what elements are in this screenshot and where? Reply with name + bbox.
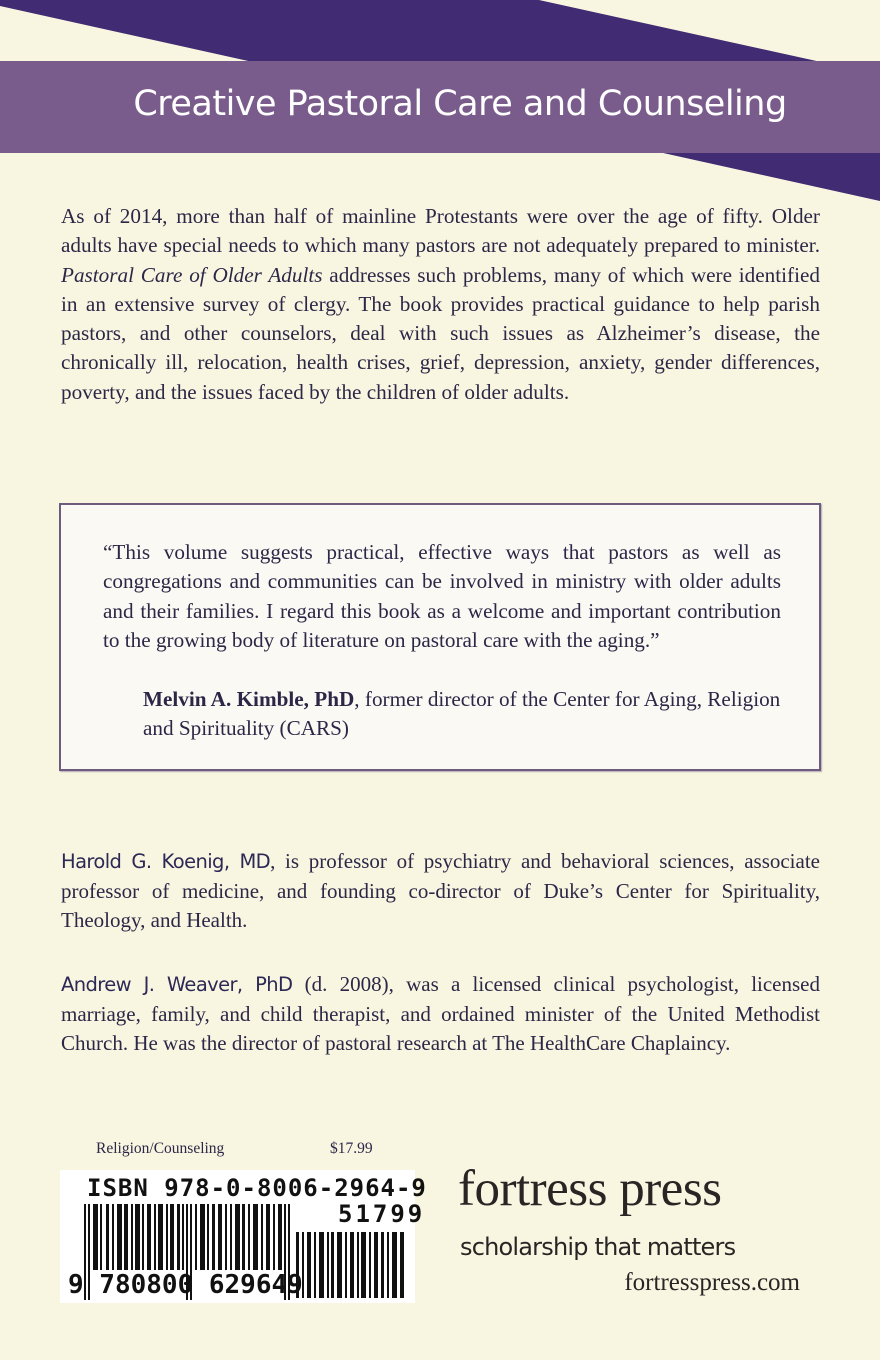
category-label: Religion/Counseling <box>96 1140 225 1157</box>
isbn-barcode <box>60 1170 427 1303</box>
endorsement-attribution <box>143 685 783 744</box>
series-title: Creative Pastoral Care and Counseling <box>133 84 787 124</box>
endorser-description: , former director of the Center for Aging, Religion and Spirituality (CARS) <box>143 687 781 741</box>
price-code: 51799 <box>338 1200 426 1228</box>
author-bio-text: , is professor of psychiatry and behavioral sciences, associate professor of medicine, and founding co-director of Duke’s Center for Spirituality, Theology, and Health. <box>61 849 820 932</box>
endorsement-box <box>59 503 821 771</box>
author-name: Harold G. Koenig, MD <box>61 850 271 873</box>
author-bio-text: (d. 2008), was a licensed clinical psychologist, licensed marriage, family, and child therapist, and ordained minister of the United Methodist Church. He was the director of pastoral research at The HealthCare Chaplaincy. <box>61 972 820 1055</box>
price-label: $17.99 <box>330 1140 373 1157</box>
description-text: As of 2014, more than half of mainline Protestants were over the age of fifty. Older adults have special needs to which many pastors are not adequately prepared to minister. <box>61 204 820 258</box>
author-name: Andrew J. Weaver, PhD <box>61 973 293 996</box>
publisher-url: fortresspress.com <box>624 1269 800 1296</box>
publisher-logo: fortress press <box>458 1161 722 1217</box>
book-title-italic: Pastoral Care of Older Adults <box>61 262 323 287</box>
endorsement-quote: “This volume suggests practical, effective ways that pastors as well as congregations and communities can be involved in ministry with older adults and their families. I regard this book as a welcome and important contribution to the growing body of literature on pastoral care with the aging.” <box>103 540 781 652</box>
isbn-text: ISBN 978-0-8006-2964-9 <box>87 1174 427 1202</box>
book-description <box>61 202 820 407</box>
endorser-name: Melvin A. Kimble, PhD <box>143 687 355 711</box>
addon-bars <box>296 1232 408 1300</box>
description-text-cont: addresses such problems, many of which were identified in an extensive survey of clergy. The book provides practical guidance to help parish pastors, and other counselors, deal with such issues as Alzheimer’s disease, the chronically ill, relocation, health crises, grief, depression, anxiety, gender differences, poverty, and the issues faced by the children of older adults. <box>61 262 820 404</box>
publisher-tagline: scholarship that matters <box>460 1233 736 1261</box>
author-bio <box>61 847 820 936</box>
author-bio <box>61 970 820 1059</box>
ean-digits: 9 780800 629649 <box>68 1270 303 1300</box>
